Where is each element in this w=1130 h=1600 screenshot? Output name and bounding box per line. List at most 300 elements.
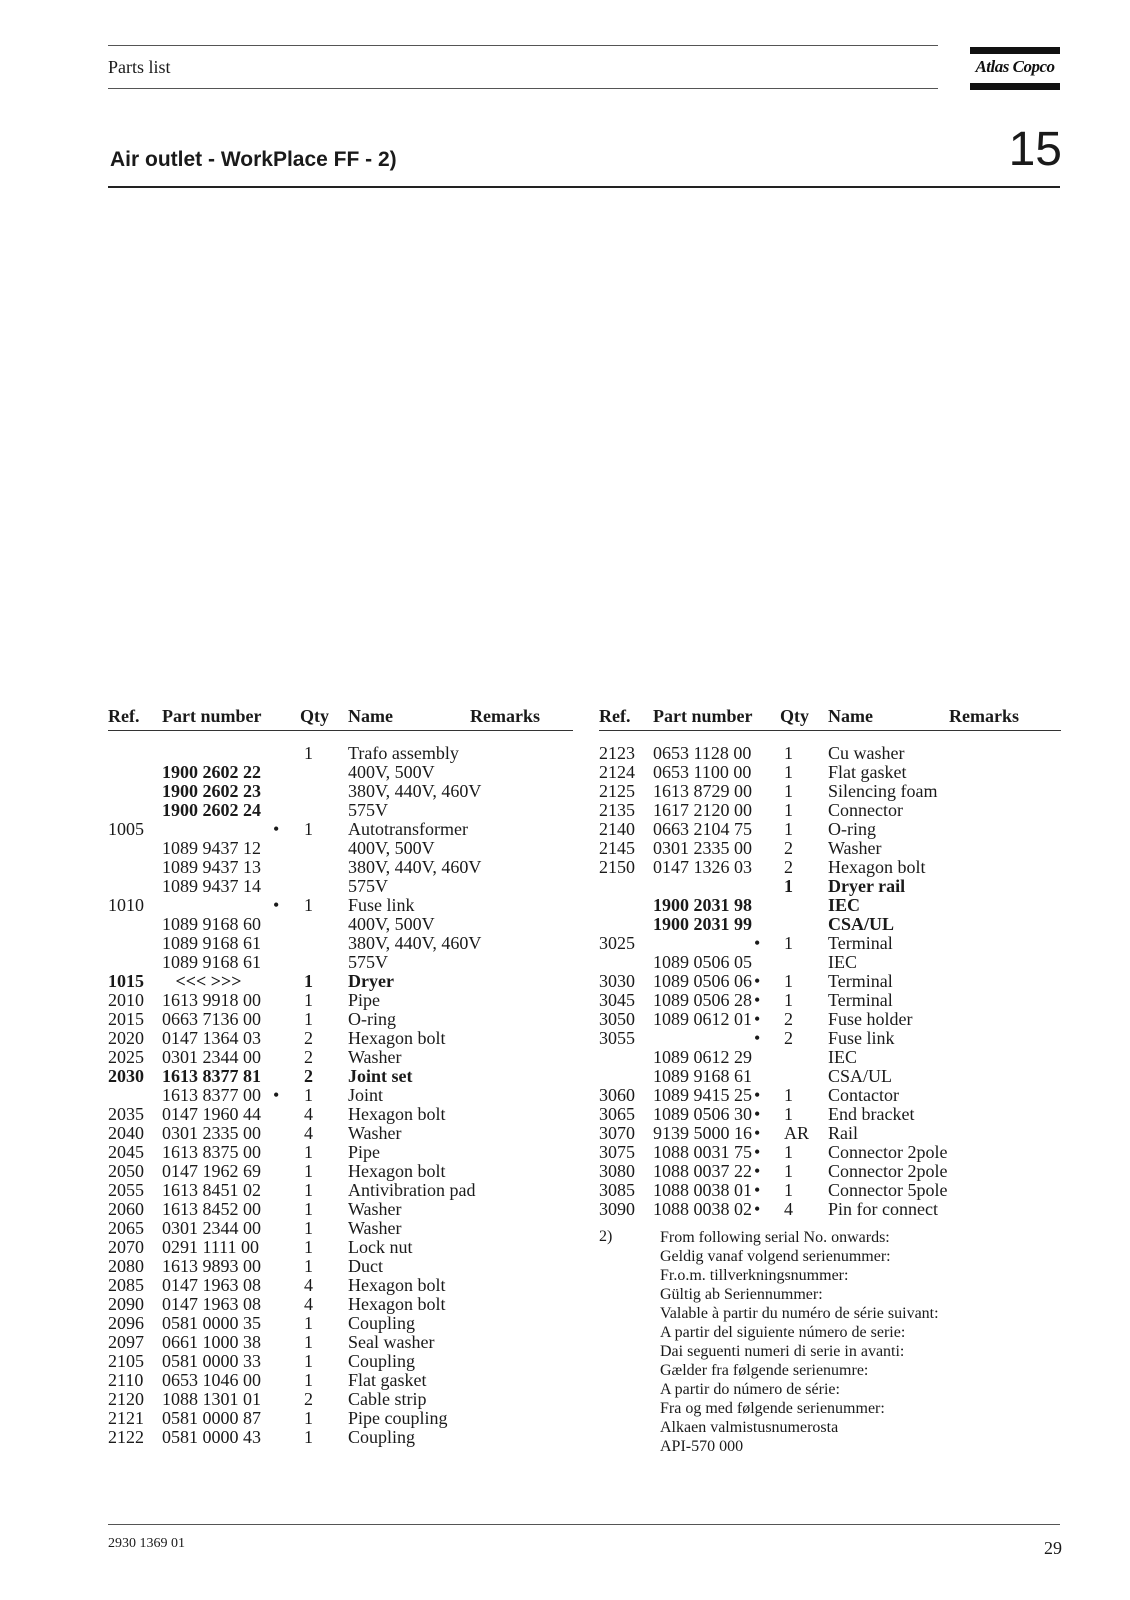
part-number-cell: 1613 9893 00 [162, 1256, 261, 1276]
table-row [108, 1181, 573, 1200]
qty-cell: 1 [784, 819, 793, 839]
footnote-line: Fra og med følgende serienummer: [660, 1400, 885, 1417]
table-row [108, 934, 573, 953]
table-body [108, 744, 573, 1447]
footnote-lines [660, 1228, 1040, 1456]
logo-top-bar [970, 47, 1060, 54]
bullet-mark: • [754, 990, 761, 1010]
part-number-cell: 0147 1963 08 [162, 1294, 261, 1314]
bullet-mark: • [754, 1009, 761, 1029]
ref-cell: 2110 [108, 1370, 144, 1390]
table-header [108, 706, 573, 731]
name-cell: IEC [828, 1047, 857, 1067]
name-cell: IEC [828, 895, 861, 915]
table-row [108, 896, 573, 915]
bullet-mark: • [754, 1180, 761, 1200]
ref-cell: 2150 [599, 857, 635, 877]
bullet-mark: • [273, 1085, 280, 1105]
part-number-cell: 0147 1326 03 [653, 857, 752, 877]
header-name: Name [348, 706, 393, 726]
part-number-cell: 0581 0000 43 [162, 1427, 261, 1447]
title-rule [108, 186, 1060, 188]
ref-cell: 2015 [108, 1009, 144, 1029]
table-row [599, 972, 1061, 991]
qty-cell: 1 [784, 781, 793, 801]
part-number-cell: 1088 0038 02 [653, 1199, 752, 1219]
ref-cell: 3060 [599, 1085, 635, 1105]
part-number-cell: 0653 1046 00 [162, 1370, 261, 1390]
ref-cell: 3080 [599, 1161, 635, 1181]
name-cell: Washer [348, 1047, 402, 1067]
table-row [108, 1029, 573, 1048]
name-cell: Pin for connect [828, 1199, 938, 1219]
part-number-cell: 1900 2031 98 [653, 895, 752, 915]
ref-cell: 3025 [599, 933, 635, 953]
part-number-cell: 1613 8729 00 [653, 781, 752, 801]
table-row [599, 744, 1061, 763]
qty-cell: 4 [784, 1199, 793, 1219]
name-cell: Terminal [828, 933, 893, 953]
part-number-cell: 1089 0506 28 [653, 990, 752, 1010]
table-row [599, 1200, 1061, 1219]
bullet-mark: • [754, 1142, 761, 1162]
table-row [108, 1086, 573, 1105]
table-row [108, 1010, 573, 1029]
ref-cell: 2065 [108, 1218, 144, 1238]
table-row [599, 1029, 1061, 1048]
ref-cell: 2145 [599, 838, 635, 858]
part-number-cell: 1089 9168 61 [653, 1066, 752, 1086]
ref-cell: 2020 [108, 1028, 144, 1048]
table-row [108, 972, 573, 991]
bullet-mark: • [273, 819, 280, 839]
part-number-cell: 0301 2335 00 [653, 838, 752, 858]
table-row [599, 782, 1061, 801]
name-cell: 400V, 500V [348, 838, 435, 858]
name-cell: Fuse link [828, 1028, 895, 1048]
part-number-cell: 0661 1000 38 [162, 1332, 261, 1352]
part-number-cell: <<< >>> [162, 971, 242, 991]
ref-cell: 1010 [108, 895, 144, 915]
qty-cell: 1 [304, 1332, 313, 1352]
table-row [108, 991, 573, 1010]
header-part-number: Part number [162, 706, 262, 726]
header-qty: Qty [300, 706, 329, 726]
ref-cell: 2045 [108, 1142, 144, 1162]
ref-cell: 2090 [108, 1294, 144, 1314]
table-row [108, 763, 573, 782]
name-cell: Contactor [828, 1085, 899, 1105]
name-cell: 575V [348, 800, 388, 820]
qty-cell: 1 [304, 1218, 313, 1238]
table-row [108, 1352, 573, 1371]
header-qty: Qty [780, 706, 809, 726]
part-number-cell: 1089 9437 14 [162, 876, 261, 896]
qty-cell: 2 [304, 1028, 313, 1048]
name-cell: CSA/UL [828, 914, 895, 934]
part-number-cell: 0301 2344 00 [162, 1047, 261, 1067]
qty-cell: 1 [784, 876, 793, 896]
footnote-line: Alkaen valmistusnumerosta [660, 1419, 839, 1436]
name-cell: Connector 5pole [828, 1180, 948, 1200]
bullet-mark: • [754, 1028, 761, 1048]
name-cell: End bracket [828, 1104, 915, 1124]
part-number-cell: 1088 0038 01 [653, 1180, 752, 1200]
part-number-cell: 0291 1111 00 [162, 1237, 259, 1257]
bullet-mark: • [754, 1161, 761, 1181]
table-row [599, 839, 1061, 858]
parts-table-left [108, 706, 573, 1447]
table-row [108, 1390, 573, 1409]
ref-cell: 3030 [599, 971, 635, 991]
qty-cell: 1 [304, 1161, 313, 1181]
name-cell: Washer [348, 1123, 402, 1143]
ref-cell: 2105 [108, 1351, 144, 1371]
table-row [108, 744, 573, 763]
name-cell: 400V, 500V [348, 914, 435, 934]
part-number-cell: 1088 0037 22 [653, 1161, 752, 1181]
ref-cell: 3085 [599, 1180, 635, 1200]
qty-cell: 1 [784, 743, 793, 763]
table-row [108, 839, 573, 858]
section-label: Parts list [108, 57, 171, 77]
part-number-cell: 1089 0612 29 [653, 1047, 752, 1067]
name-cell: Hexagon bolt [348, 1028, 446, 1048]
name-cell: Cu washer [828, 743, 905, 763]
qty-cell: 2 [784, 857, 793, 877]
part-number-cell: 1089 9415 25 [653, 1085, 752, 1105]
header-remarks: Remarks [470, 706, 540, 726]
ref-cell: 2135 [599, 800, 635, 820]
name-cell: Hexagon bolt [348, 1294, 446, 1314]
name-cell: Rail [828, 1123, 858, 1143]
name-cell: Pipe [348, 1142, 381, 1162]
part-number-cell: 0147 1962 69 [162, 1161, 261, 1181]
part-number-cell: 0147 1960 44 [162, 1104, 261, 1124]
qty-cell: 1 [784, 1161, 793, 1181]
table-row [108, 820, 573, 839]
qty-cell: 1 [304, 1085, 313, 1105]
qty-cell: 4 [304, 1104, 313, 1124]
table-row [108, 1124, 573, 1143]
table-row [599, 915, 1061, 934]
header-remarks: Remarks [949, 706, 1019, 726]
table-row [599, 1105, 1061, 1124]
ref-cell: 3070 [599, 1123, 635, 1143]
name-cell: Hexagon bolt [828, 857, 926, 877]
table-row [108, 915, 573, 934]
name-cell: Pipe coupling [348, 1408, 448, 1428]
footnote-line: From following serial No. onwards: [660, 1229, 890, 1246]
part-number-cell: 1089 9168 61 [162, 952, 261, 972]
parts-table-right [599, 706, 1061, 1219]
ref-cell: 2055 [108, 1180, 144, 1200]
part-number-cell: 1617 2120 00 [653, 800, 752, 820]
name-cell: CSA/UL [828, 1066, 893, 1086]
part-number-cell: 0581 0000 35 [162, 1313, 261, 1333]
qty-cell: 1 [304, 1142, 313, 1162]
table-row [108, 1238, 573, 1257]
bullet-mark: • [273, 895, 280, 915]
qty-cell: 1 [784, 1104, 793, 1124]
ref-cell: 2080 [108, 1256, 144, 1276]
table-row [108, 1333, 573, 1352]
qty-cell: 1 [784, 1085, 793, 1105]
table-row [108, 1219, 573, 1238]
header-bottom-rule [108, 88, 938, 89]
part-number-cell: 0653 1100 00 [653, 762, 752, 782]
table-row [108, 1276, 573, 1295]
name-cell: O-ring [828, 819, 876, 839]
name-cell: Dryer [348, 971, 394, 991]
table-row [108, 858, 573, 877]
name-cell: Connector 2pole [828, 1161, 948, 1181]
qty-cell: 1 [784, 933, 793, 953]
ref-cell: 3045 [599, 990, 635, 1010]
name-cell: Lock nut [348, 1237, 413, 1257]
header-ref: Ref. [599, 706, 631, 726]
table-row [599, 1124, 1061, 1143]
qty-cell: 1 [784, 971, 793, 991]
page-title: Air outlet - WorkPlace FF - 2) [110, 148, 397, 171]
qty-cell: 1 [304, 743, 313, 763]
table-row [108, 1162, 573, 1181]
table-row [599, 953, 1061, 972]
ref-cell: 2060 [108, 1199, 144, 1219]
ref-cell: 2122 [108, 1427, 144, 1447]
name-cell: Coupling [348, 1427, 416, 1447]
part-number-cell: 1089 0506 05 [653, 952, 752, 972]
bullet-mark: • [754, 971, 761, 991]
ref-cell: 2120 [108, 1389, 144, 1409]
ref-cell: 1015 [108, 971, 144, 991]
ref-cell: 2140 [599, 819, 635, 839]
chapter-number: 15 [1008, 123, 1062, 176]
name-cell: Hexagon bolt [348, 1161, 446, 1181]
table-row [599, 1048, 1061, 1067]
name-cell: Joint [348, 1085, 384, 1105]
qty-cell: 1 [304, 1427, 313, 1447]
table-row [599, 877, 1061, 896]
table-row [108, 1314, 573, 1333]
header-ref: Ref. [108, 706, 140, 726]
part-number-cell: 1900 2602 24 [162, 800, 261, 820]
qty-cell: 1 [304, 971, 313, 991]
page-number: 29 [1044, 1538, 1062, 1558]
bullet-mark: • [754, 1123, 761, 1143]
part-number-cell: 0301 2344 00 [162, 1218, 261, 1238]
ref-cell: 3055 [599, 1028, 635, 1048]
name-cell: Flat gasket [348, 1370, 427, 1390]
qty-cell: 4 [304, 1123, 313, 1143]
part-number-cell: 1613 8452 00 [162, 1199, 261, 1219]
table-row [599, 820, 1061, 839]
name-cell: Duct [348, 1256, 383, 1276]
qty-cell: 1 [304, 1408, 313, 1428]
part-number-cell: 1088 1301 01 [162, 1389, 261, 1409]
table-row [108, 1371, 573, 1390]
name-cell: Antivibration pad [348, 1180, 476, 1200]
table-row [599, 934, 1061, 953]
logo-wordmark: Atlas Copco [975, 57, 1055, 76]
qty-cell: 1 [304, 895, 313, 915]
name-cell: Coupling [348, 1313, 416, 1333]
table-row [599, 1010, 1061, 1029]
part-number-cell: 1089 9437 12 [162, 838, 261, 858]
table-header [599, 706, 1061, 731]
qty-cell: 1 [304, 819, 313, 839]
ref-cell: 2035 [108, 1104, 144, 1124]
table-row [108, 1200, 573, 1219]
part-number-cell: 1089 9168 60 [162, 914, 261, 934]
table-row [599, 896, 1061, 915]
bullet-mark: • [754, 1085, 761, 1105]
table-row [599, 1067, 1061, 1086]
qty-cell: 1 [304, 990, 313, 1010]
table-row [108, 1409, 573, 1428]
ref-cell: 2085 [108, 1275, 144, 1295]
table-row [599, 1181, 1061, 1200]
name-cell: Fuse holder [828, 1009, 913, 1029]
qty-cell: 2 [304, 1047, 313, 1067]
footnote-line: Dai seguenti numeri di serie in avanti: [660, 1343, 905, 1360]
footnote-line: Fr.o.m. tillverkningsnummer: [660, 1267, 849, 1284]
qty-cell: 1 [784, 800, 793, 820]
ref-cell: 2096 [108, 1313, 144, 1333]
name-cell: Terminal [828, 971, 893, 991]
name-cell: Dryer rail [828, 876, 906, 896]
table-row [108, 1428, 573, 1447]
part-number-cell: 1088 0031 75 [653, 1142, 752, 1162]
name-cell: Silencing foam [828, 781, 938, 801]
header-name: Name [828, 706, 873, 726]
name-cell: Flat gasket [828, 762, 907, 782]
part-number-cell: 1613 8377 00 [162, 1085, 261, 1105]
qty-cell: 2 [784, 1028, 793, 1048]
part-number-cell: 0653 1128 00 [653, 743, 752, 763]
qty-cell: 1 [304, 1009, 313, 1029]
part-number-cell: 1613 8377 81 [162, 1066, 261, 1086]
qty-cell: 2 [784, 1009, 793, 1029]
qty-cell: 1 [784, 1180, 793, 1200]
table-row [108, 953, 573, 972]
name-cell: Connector [828, 800, 903, 820]
bullet-mark: • [754, 1104, 761, 1124]
name-cell: IEC [828, 952, 857, 972]
ref-cell: 2124 [599, 762, 635, 782]
part-number-cell: 1613 9918 00 [162, 990, 261, 1010]
name-cell: Hexagon bolt [348, 1104, 446, 1124]
ref-cell: 3065 [599, 1104, 635, 1124]
ref-cell: 3075 [599, 1142, 635, 1162]
qty-cell: 2 [304, 1389, 313, 1409]
table-row [108, 1295, 573, 1314]
ref-cell: 3050 [599, 1009, 635, 1029]
qty-cell: 4 [304, 1294, 313, 1314]
table-row [108, 801, 573, 820]
footnote-line: Gælder fra følgende serienumre: [660, 1362, 869, 1379]
name-cell: Hexagon bolt [348, 1275, 446, 1295]
footnote-line: A partir do número de série: [660, 1381, 840, 1398]
qty-cell: 1 [304, 1313, 313, 1333]
name-cell: 575V [348, 952, 388, 972]
ref-cell: 1005 [108, 819, 144, 839]
part-number-cell: 0663 7136 00 [162, 1009, 261, 1029]
footnote-line: Geldig vanaf volgend serienummer: [660, 1248, 891, 1265]
part-number-cell: 0581 0000 87 [162, 1408, 261, 1428]
table-row [108, 877, 573, 896]
table-row [599, 991, 1061, 1010]
header-part-number: Part number [653, 706, 753, 726]
qty-cell: AR [784, 1123, 810, 1143]
name-cell: Coupling [348, 1351, 416, 1371]
footnote-line: Gültig ab Seriennummer: [660, 1286, 823, 1303]
qty-cell: 1 [304, 1351, 313, 1371]
name-cell: 380V, 440V, 460V [348, 781, 482, 801]
part-number-cell: 0301 2335 00 [162, 1123, 261, 1143]
table-row [599, 858, 1061, 877]
ref-cell: 2030 [108, 1066, 144, 1086]
part-number-cell: 1900 2031 99 [653, 914, 752, 934]
part-number-cell: 1089 0506 30 [653, 1104, 752, 1124]
name-cell: Cable strip [348, 1389, 427, 1409]
part-number-cell: 1089 9168 61 [162, 933, 261, 953]
part-number-cell: 1900 2602 23 [162, 781, 261, 801]
bullet-mark: • [754, 933, 761, 953]
name-cell: O-ring [348, 1009, 396, 1029]
name-cell: Joint set [348, 1066, 413, 1086]
qty-cell: 1 [304, 1370, 313, 1390]
ref-cell: 2025 [108, 1047, 144, 1067]
footnote-line: A partir del siguiente número de serie: [660, 1324, 906, 1341]
header-top-rule [108, 45, 938, 46]
table-body [599, 744, 1061, 1219]
part-number-cell: 1089 9437 13 [162, 857, 261, 877]
footer-rule [108, 1524, 1060, 1525]
table-row [599, 1162, 1061, 1181]
table-row [108, 782, 573, 801]
part-number-cell: 0663 2104 75 [653, 819, 752, 839]
name-cell: Washer [348, 1218, 402, 1238]
table-row [108, 1257, 573, 1276]
table-row [108, 1105, 573, 1124]
part-number-cell: 1089 0612 01 [653, 1009, 752, 1029]
name-cell: 380V, 440V, 460V [348, 933, 482, 953]
table-row [108, 1048, 573, 1067]
name-cell: Seal washer [348, 1332, 435, 1352]
table-row [599, 1143, 1061, 1162]
ref-cell: 2070 [108, 1237, 144, 1257]
brand-logo [970, 47, 1060, 91]
qty-cell: 1 [784, 990, 793, 1010]
ref-cell: 2123 [599, 743, 635, 763]
ref-cell: 2040 [108, 1123, 144, 1143]
part-number-cell: 1089 0506 06 [653, 971, 752, 991]
name-cell: Trafo assembly [348, 743, 459, 763]
qty-cell: 1 [784, 762, 793, 782]
name-cell: 575V [348, 876, 388, 896]
ref-cell: 2097 [108, 1332, 144, 1352]
qty-cell: 1 [304, 1180, 313, 1200]
table-row [599, 801, 1061, 820]
name-cell: Pipe [348, 990, 381, 1010]
part-number-cell: 0581 0000 33 [162, 1351, 261, 1371]
part-number-cell: 9139 5000 16 [653, 1123, 752, 1143]
name-cell: 400V, 500V [348, 762, 435, 782]
ref-cell: 2125 [599, 781, 635, 801]
document-number: 2930 1369 01 [108, 1536, 185, 1551]
table-row [599, 763, 1061, 782]
